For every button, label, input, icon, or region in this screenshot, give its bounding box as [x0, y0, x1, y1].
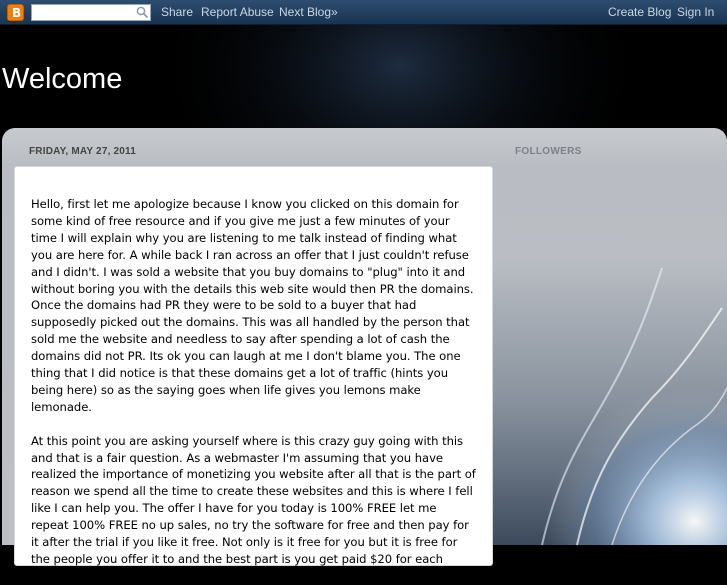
post-paragraph: Hello, first let me apologize because I know you clicked on this domain for some kind of free resource and if you give me just a few minutes of your time I will explain why you are listening to me talk instead of finding what you are here for. A while back I ran across an offer that I just couldn't refuse and I didn't. I was sold a website that you buy domains to "plug" into it and without boring you with the details this web site would then PR the domains. Once the domains had PR they were to be sold to a buyer that had supposedly picked out the domains. This was all handled by the person that sold me the website and needless to say after spending a lot of cash the domains did not PR. Its ok you can laugh at me I don't blame you. The one thing that I did notice is that these domains get a lot of traffic (hints you being here) so as the saying goes when life gives you lemons make lemonade. — [31, 197, 474, 414]
post-paragraph: At this point you are asking yourself where is this crazy guy going with this and that is a fair question. As a webmaster I'm assuming that you have realized the importance of monetizing you website after all that is the part of reason we spend all the time to create these websites and this is where I fell like I can help you. The offer I have for you today is 100% FREE let me repeat 100% FREE no up sales, no try the software for free and then pay for it after the trial if you like it free. Not only is it free for you but it is free for the people you offer it to and the best part is you get paid $20 for each person that signs up. You will be referring people — [31, 433, 476, 583]
create-blog-link[interactable]: Create Blog — [608, 5, 672, 19]
post-date-header: FRIDAY, MAY 27, 2011 — [29, 146, 137, 157]
post-body — [31, 196, 476, 585]
next-blog-link[interactable]: Next Blog» — [279, 5, 338, 19]
followers-heading: FOLLOWERS — [515, 146, 582, 157]
post-card — [14, 166, 493, 583]
share-link[interactable]: Share — [161, 5, 194, 19]
report-abuse-link[interactable]: Report Abuse — [201, 5, 274, 19]
blogger-navbar — [0, 0, 727, 25]
search-input[interactable] — [31, 4, 151, 21]
blogger-logo-icon[interactable]: B — [7, 4, 24, 21]
search-icon[interactable] — [136, 6, 149, 19]
sign-in-link[interactable]: Sign In — [677, 5, 715, 19]
blog-title[interactable]: Welcome — [2, 63, 123, 95]
